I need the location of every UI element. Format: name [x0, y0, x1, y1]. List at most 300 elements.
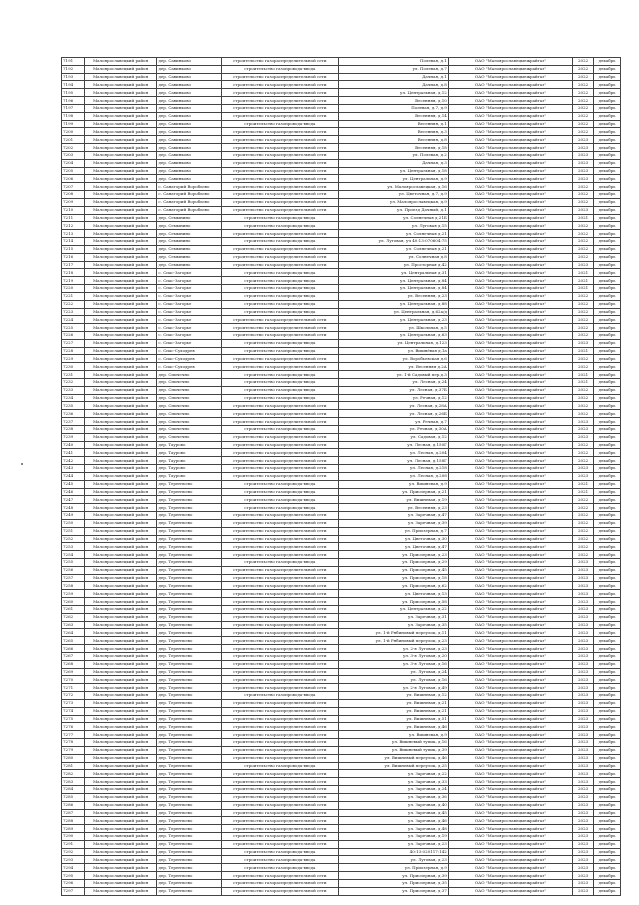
address-cell: Весенняя, д.3 — [338, 128, 448, 136]
address-cell: ул. 1-й Садовый пер.д.3 — [338, 371, 448, 379]
address-cell: ул. Солнечная д.21Б — [338, 214, 448, 222]
work-type-cell: строительство газораспределительной сети — [221, 433, 338, 441]
contractor-cell: ОАО "Малоярославецмежрайгаз" — [448, 496, 572, 504]
work-type-cell: строительство газораспределительной сети — [221, 89, 338, 97]
row-number-cell: 7269 — [62, 668, 85, 676]
work-type-cell: строительство газораспределительной сети — [221, 261, 338, 269]
month-cell: декабрь — [593, 739, 620, 747]
contractor-cell: ОАО "Малоярославецмежрайгаз" — [448, 339, 572, 347]
row-number-cell: 7291 — [62, 840, 85, 848]
row-number-cell: 7255 — [62, 559, 85, 567]
contractor-cell: ОАО "Малоярославецмежрайгаз" — [448, 715, 572, 723]
table-row — [62, 739, 621, 747]
row-number-cell: 7205 — [62, 167, 85, 175]
month-cell: декабрь — [593, 590, 620, 598]
district-cell: Малоярославецкий район — [84, 848, 157, 856]
contractor-cell: ОАО "Малоярославецмежрайгаз" — [448, 355, 572, 363]
year-cell: 2023 — [573, 879, 594, 887]
year-cell: 2022 — [573, 198, 594, 206]
row-number-cell: 7256 — [62, 566, 85, 574]
address-cell: ул. Приозерная, д.58 — [338, 598, 448, 606]
table-row — [62, 723, 621, 731]
table-row — [62, 621, 621, 629]
row-number-cell: 7229 — [62, 355, 85, 363]
locality-cell: дер. Терентьево — [157, 692, 221, 700]
address-cell: ул. Центральная, д.84 — [338, 285, 448, 293]
locality-cell: дер. Спичечно — [157, 425, 221, 433]
year-cell: 2022 — [573, 238, 594, 246]
row-number-cell: 7284 — [62, 786, 85, 794]
row-number-cell: 7277 — [62, 731, 85, 739]
address-cell: ул. Заречная, д.40 — [338, 801, 448, 809]
address-cell: ул. Весенняя д.2А — [338, 363, 448, 371]
address-cell: ул. Вишневая, д.21 — [338, 707, 448, 715]
row-number-cell: 7201 — [62, 136, 85, 144]
month-cell: декабрь — [593, 144, 620, 152]
address-cell: ул. Цветочная, д.13 — [338, 590, 448, 598]
contractor-cell: ОАО "Малоярославецмежрайгаз" — [448, 535, 572, 543]
address-cell: ул. Цветочная, д.30 — [338, 535, 448, 543]
row-number-cell: 7250 — [62, 519, 85, 527]
locality-cell: дер. Терентьево — [157, 652, 221, 660]
locality-cell: дер. Терентьево — [157, 566, 221, 574]
year-cell: 2023 — [573, 668, 594, 676]
month-cell: декабрь — [593, 104, 620, 112]
year-cell: 2023 — [573, 793, 594, 801]
district-cell: Малоярославецкий район — [84, 97, 157, 105]
locality-cell: дер. Терентьево — [157, 825, 221, 833]
work-type-cell: строительство газопровода-ввода — [221, 762, 338, 770]
table-row — [62, 645, 621, 653]
table-row — [62, 175, 621, 183]
address-cell: ул. Центральная, д.62а/д — [338, 308, 448, 316]
address-cell: ул. Солнечная д.8 — [338, 253, 448, 261]
row-number-cell: 7259 — [62, 590, 85, 598]
table-row — [62, 519, 621, 527]
locality-cell: дер. Спичечно — [157, 386, 221, 394]
district-cell: Малоярославецкий район — [84, 504, 157, 512]
address-cell: ул. Заречная, д.19 — [338, 832, 448, 840]
month-cell: декабрь — [593, 136, 620, 144]
year-cell: 2023 — [573, 598, 594, 606]
address-cell: ул. Центральная, д.22 — [338, 605, 448, 613]
table-row — [62, 81, 621, 89]
row-number-cell: 7287 — [62, 809, 85, 817]
locality-cell: дер. Терентьево — [157, 590, 221, 598]
year-cell: 2021 — [573, 277, 594, 285]
address-cell: ул. 2-я Луговая, д.49 — [338, 684, 448, 692]
address-cell: Весенняя, д.8 — [338, 136, 448, 144]
month-cell: декабрь — [593, 637, 620, 645]
contractor-cell: ОАО "Малоярославецмежрайгаз" — [448, 590, 572, 598]
contractor-cell: ОАО "Малоярославецмежрайгаз" — [448, 488, 572, 496]
locality-cell: с. Спас-Загорье — [157, 292, 221, 300]
work-type-cell: строительство газораспределительной сети — [221, 645, 338, 653]
district-cell: Малоярославецкий район — [84, 292, 157, 300]
year-cell: 2022 — [573, 300, 594, 308]
contractor-cell: ОАО "Малоярославецмежрайгаз" — [448, 574, 572, 582]
work-type-cell: строительство газораспределительной сети — [221, 801, 338, 809]
year-cell: 2022 — [573, 519, 594, 527]
table-row — [62, 230, 621, 238]
work-type-cell: строительство газопровода-ввода — [221, 692, 338, 700]
locality-cell: дер. Терентьево — [157, 801, 221, 809]
work-type-cell: строительство газораспределительной сети — [221, 175, 338, 183]
row-number-cell: 7221 — [62, 292, 85, 300]
month-cell: декабрь — [593, 371, 620, 379]
row-number-cell: 7191 — [62, 58, 85, 66]
contractor-cell: ОАО "Малоярославецмежрайгаз" — [448, 402, 572, 410]
row-number-cell: 7275 — [62, 715, 85, 723]
district-cell: Малоярославецкий район — [84, 81, 157, 89]
locality-cell: дер. Терентьево — [157, 754, 221, 762]
month-cell: декабрь — [593, 879, 620, 887]
year-cell: 2023 — [573, 817, 594, 825]
row-number-cell: 7211 — [62, 214, 85, 222]
row-number-cell: 7222 — [62, 300, 85, 308]
district-cell: Малоярославецкий район — [84, 128, 157, 136]
district-cell: Малоярославецкий район — [84, 684, 157, 692]
table-row — [62, 746, 621, 754]
year-cell: 2023 — [573, 770, 594, 778]
table-row — [62, 300, 621, 308]
district-cell: Малоярославецкий район — [84, 402, 157, 410]
year-cell: 2022 — [573, 504, 594, 512]
address-cell: ул. Вишневый тупик, д.39 — [338, 746, 448, 754]
year-cell: 2023 — [573, 715, 594, 723]
contractor-cell: ОАО "Малоярославецмежрайгаз" — [448, 269, 572, 277]
address-cell: ул. Вишневая, д.12 — [338, 692, 448, 700]
district-cell: Малоярославецкий район — [84, 566, 157, 574]
district-cell: Малоярославецкий район — [84, 394, 157, 402]
month-cell: декабрь — [593, 402, 620, 410]
locality-cell: дер. Терентьево — [157, 793, 221, 801]
locality-cell: дер. Терентьево — [157, 582, 221, 590]
table-row — [62, 684, 621, 692]
contractor-cell: ОАО "Малоярославецмежрайгаз" — [448, 371, 572, 379]
locality-cell: дер. Савинково — [157, 65, 221, 73]
row-number-cell: 7193 — [62, 73, 85, 81]
year-cell: 2022 — [573, 73, 594, 81]
address-cell: Весенняя, д.14 — [338, 112, 448, 120]
contractor-cell: ОАО "Малоярославецмежрайгаз" — [448, 566, 572, 574]
work-type-cell: строительство газопровода-ввода — [221, 496, 338, 504]
locality-cell: дер. Терентьево — [157, 676, 221, 684]
month-cell: декабрь — [593, 629, 620, 637]
district-cell: Малоярославецкий район — [84, 637, 157, 645]
year-cell: 2023 — [573, 825, 594, 833]
work-type-cell: строительство газораспределительной сети — [221, 73, 338, 81]
year-cell: 2023 — [573, 167, 594, 175]
work-type-cell: строительство газораспределительной сети — [221, 574, 338, 582]
table-row — [62, 551, 621, 559]
table-row — [62, 97, 621, 105]
district-cell: Малоярославецкий район — [84, 245, 157, 253]
month-cell: декабрь — [593, 238, 620, 246]
address-cell: ул. Солнечная д.21 — [338, 245, 448, 253]
locality-cell: дер. Таурово — [157, 465, 221, 473]
month-cell: декабрь — [593, 285, 620, 293]
row-number-cell: 7213 — [62, 230, 85, 238]
district-cell: Малоярославецкий район — [84, 238, 157, 246]
locality-cell: дер. Терентьево — [157, 739, 221, 747]
row-number-cell: 7241 — [62, 449, 85, 457]
locality-cell: дер. Терентьево — [157, 786, 221, 794]
district-cell: Малоярославецкий район — [84, 809, 157, 817]
work-type-cell: строительство газораспределительной сети — [221, 465, 338, 473]
district-cell: Малоярославецкий район — [84, 386, 157, 394]
table-row — [62, 339, 621, 347]
address-cell: ул. Лесная, д.158Г — [338, 457, 448, 465]
locality-cell: дер. Терентьево — [157, 778, 221, 786]
work-type-cell: строительство газопровода-ввода — [221, 339, 338, 347]
table-row — [62, 183, 621, 191]
address-cell: ул. Садовая, д.12 — [338, 433, 448, 441]
contractor-cell: ОАО "Малоярославецмежрайгаз" — [448, 128, 572, 136]
table-row — [62, 386, 621, 394]
address-cell: ул. Вишневый тупик, д.16 — [338, 739, 448, 747]
year-cell: 2022 — [573, 496, 594, 504]
address-cell: ул. Луговая, д.23 — [338, 856, 448, 864]
address-cell: ул. Речная, д.7 — [338, 418, 448, 426]
locality-cell: дер. Терентьево — [157, 856, 221, 864]
month-cell: декабрь — [593, 183, 620, 191]
locality-cell: дер. Терентьево — [157, 840, 221, 848]
contractor-cell: ОАО "Малоярославецмежрайгаз" — [448, 684, 572, 692]
row-number-cell: 7257 — [62, 574, 85, 582]
work-type-cell: строительство газопровода-ввода — [221, 347, 338, 355]
locality-cell: дер. Савинково — [157, 159, 221, 167]
locality-cell: с. Спас-Загорье — [157, 277, 221, 285]
year-cell: 2022 — [573, 355, 594, 363]
district-cell: Малоярославецкий район — [84, 433, 157, 441]
district-cell: Малоярославецкий район — [84, 331, 157, 339]
locality-cell: дер. Спичечно — [157, 378, 221, 386]
year-cell: 2021 — [573, 269, 594, 277]
work-type-cell: строительство газораспределительной сети — [221, 652, 338, 660]
year-cell: 2023 — [573, 566, 594, 574]
table-row — [62, 731, 621, 739]
row-number-cell: 7293 — [62, 856, 85, 864]
contractor-cell: ОАО "Малоярославецмежрайгаз" — [448, 386, 572, 394]
year-cell: 2023 — [573, 144, 594, 152]
address-cell: ул. Заречная, д.33 — [338, 778, 448, 786]
district-cell: Малоярославецкий район — [84, 512, 157, 520]
month-cell: декабрь — [593, 472, 620, 480]
address-cell: ул. Вишневая, д.19 — [338, 496, 448, 504]
table-row — [62, 629, 621, 637]
table-row — [62, 543, 621, 551]
year-cell: 2023 — [573, 731, 594, 739]
contractor-cell: ОАО "Малоярославецмежрайгаз" — [448, 848, 572, 856]
district-cell: Малоярославецкий район — [84, 817, 157, 825]
work-type-cell: строительство газораспределительной сети — [221, 253, 338, 261]
year-cell: 2023 — [573, 582, 594, 590]
year-cell: 2022 — [573, 441, 594, 449]
work-type-cell: строительство газопровода-ввода — [221, 292, 338, 300]
locality-cell: дер. Спичечно — [157, 402, 221, 410]
locality-cell: дер. Терентьево — [157, 574, 221, 582]
work-type-cell: строительство газопровода-ввода — [221, 214, 338, 222]
month-cell: декабрь — [593, 778, 620, 786]
locality-cell: дер. Терентьево — [157, 637, 221, 645]
row-number-cell: 7245 — [62, 480, 85, 488]
address-cell: ул. Приозерная, д.23 — [338, 551, 448, 559]
district-cell: Малоярославецкий район — [84, 519, 157, 527]
address-cell: ул. Приозерная, д.7 — [338, 527, 448, 535]
locality-cell: дер. Терентьево — [157, 707, 221, 715]
contractor-cell: ОАО "Малоярославецмежрайгаз" — [448, 449, 572, 457]
work-type-cell: строительство газораспределительной сети — [221, 363, 338, 371]
locality-cell: дер. Семынино — [157, 222, 221, 230]
year-cell: 2023 — [573, 864, 594, 872]
contractor-cell: ОАО "Малоярославецмежрайгаз" — [448, 410, 572, 418]
work-type-cell: строительство газораспределительной сети — [221, 778, 338, 786]
locality-cell: дер. Савинково — [157, 128, 221, 136]
contractor-cell: ОАО "Малоярославецмежрайгаз" — [448, 699, 572, 707]
locality-cell: дер. Таурово — [157, 449, 221, 457]
address-cell: ул. Заречная, д.47 — [338, 512, 448, 520]
row-number-cell: 7208 — [62, 191, 85, 199]
month-cell: декабрь — [593, 817, 620, 825]
address-cell: ул. Приозерная, д.45 — [338, 566, 448, 574]
contractor-cell: ОАО "Малоярославецмежрайгаз" — [448, 605, 572, 613]
row-number-cell: 7216 — [62, 253, 85, 261]
address-cell: ул. 2-я Луговая, д.23 — [338, 645, 448, 653]
year-cell: 2023 — [573, 605, 594, 613]
contractor-cell: ОАО "Малоярославецмежрайгаз" — [448, 425, 572, 433]
table-row — [62, 590, 621, 598]
work-type-cell: строительство газораспределительной сети — [221, 684, 338, 692]
address-cell: ул. Луговая д.15 — [338, 222, 448, 230]
month-cell: декабрь — [593, 65, 620, 73]
month-cell: декабрь — [593, 339, 620, 347]
contractor-cell: ОАО "Малоярославецмежрайгаз" — [448, 754, 572, 762]
address-cell: Весенняя, д.18 — [338, 144, 448, 152]
month-cell: декабрь — [593, 457, 620, 465]
address-cell: ул. Центральная, д.18 — [338, 167, 448, 175]
work-type-cell: строительство газораспределительной сети — [221, 637, 338, 645]
address-cell: ул. Заречная, д.31 — [338, 613, 448, 621]
contractor-cell: ОАО "Малоярославецмежрайгаз" — [448, 660, 572, 668]
row-number-cell: 7210 — [62, 206, 85, 214]
table-row — [62, 136, 621, 144]
year-cell: 2023 — [573, 778, 594, 786]
row-number-cell: 7254 — [62, 551, 85, 559]
district-cell: Малоярославецкий район — [84, 559, 157, 567]
year-cell: 2023 — [573, 676, 594, 684]
address-cell: ул. Заречная, д.23 — [338, 840, 448, 848]
work-type-cell: строительство газораспределительной сети — [221, 605, 338, 613]
table-row — [62, 832, 621, 840]
contractor-cell: ОАО "Малоярославецмежрайгаз" — [448, 238, 572, 246]
contractor-cell: ОАО "Малоярославецмежрайгаз" — [448, 472, 572, 480]
contractor-cell: ОАО "Малоярославецмежрайгаз" — [448, 206, 572, 214]
contractor-cell: ОАО "Малоярославецмежрайгаз" — [448, 809, 572, 817]
row-number-cell: 7209 — [62, 198, 85, 206]
contractor-cell: ОАО "Малоярославецмежрайгаз" — [448, 762, 572, 770]
work-type-cell: строительство газораспределительной сети — [221, 566, 338, 574]
address-cell: ул. Цветочная, д.7, д.9 — [338, 191, 448, 199]
address-cell: ул. Лесная, д.24 — [338, 378, 448, 386]
work-type-cell: строительство газораспределительной сети — [221, 81, 338, 89]
year-cell: 2021 — [573, 488, 594, 496]
district-cell: Малоярославецкий район — [84, 449, 157, 457]
table-row — [62, 261, 621, 269]
district-cell: Малоярославецкий район — [84, 144, 157, 152]
year-cell: 2023 — [573, 136, 594, 144]
contractor-cell: ОАО "Малоярославецмежрайгаз" — [448, 527, 572, 535]
contractor-cell: ОАО "Малоярославецмежрайгаз" — [448, 582, 572, 590]
contractor-cell: ОАО "Малоярославецмежрайгаз" — [448, 81, 572, 89]
month-cell: декабрь — [593, 449, 620, 457]
year-cell: 2021 — [573, 214, 594, 222]
month-cell: декабрь — [593, 363, 620, 371]
month-cell: декабрь — [593, 222, 620, 230]
locality-cell: дер. Таурово — [157, 441, 221, 449]
locality-cell: дер. Терентьево — [157, 699, 221, 707]
year-cell: 2022 — [573, 402, 594, 410]
table-row — [62, 198, 621, 206]
month-cell: декабрь — [593, 566, 620, 574]
month-cell: декабрь — [593, 206, 620, 214]
table-row — [62, 872, 621, 880]
district-cell: Малоярославецкий район — [84, 645, 157, 653]
locality-cell: дер. Терентьево — [157, 723, 221, 731]
table-row — [62, 559, 621, 567]
month-cell: декабрь — [593, 308, 620, 316]
work-type-cell: строительство газораспределительной сети — [221, 183, 338, 191]
table-row — [62, 574, 621, 582]
contractor-cell: ОАО "Малоярославецмежрайгаз" — [448, 308, 572, 316]
contractor-cell: ОАО "Малоярославецмежрайгаз" — [448, 347, 572, 355]
work-type-cell: строительство газораспределительной сети — [221, 512, 338, 520]
work-type-cell: строительство газораспределительной сети — [221, 472, 338, 480]
address-cell: ул. Вишнёвая д.1а — [338, 347, 448, 355]
row-number-cell: 7202 — [62, 144, 85, 152]
month-cell: декабрь — [593, 120, 620, 128]
month-cell: декабрь — [593, 621, 620, 629]
row-number-cell: 7204 — [62, 159, 85, 167]
table-row — [62, 120, 621, 128]
table-row — [62, 308, 621, 316]
work-type-cell: строительство газораспределительной сети — [221, 128, 338, 136]
work-type-cell: строительство газораспределительной сети — [221, 245, 338, 253]
year-cell: 2023 — [573, 739, 594, 747]
table-row — [62, 144, 621, 152]
locality-cell: дер. Савинково — [157, 89, 221, 97]
address-cell: ул. Вишневая, д.51 — [338, 715, 448, 723]
year-cell: 2021 — [573, 480, 594, 488]
district-cell: Малоярославецкий район — [84, 89, 157, 97]
year-cell: 2022 — [573, 331, 594, 339]
address-cell: ул. Заречная, д.48 — [338, 825, 448, 833]
month-cell: декабрь — [593, 692, 620, 700]
locality-cell: с. Санаторий Воробьево — [157, 206, 221, 214]
table-row — [62, 355, 621, 363]
month-cell: декабрь — [593, 786, 620, 794]
row-number-cell: 7290 — [62, 832, 85, 840]
work-type-cell: строительство газораспределительной сети — [221, 418, 338, 426]
year-cell: 2023 — [573, 261, 594, 269]
month-cell: декабрь — [593, 191, 620, 199]
work-type-cell: строительство газопровода-ввода — [221, 425, 338, 433]
year-cell: 2022 — [573, 449, 594, 457]
row-number-cell: 7297 — [62, 887, 85, 895]
row-number-cell: 7228 — [62, 347, 85, 355]
address-cell: ул. Лесная, д.208 — [338, 472, 448, 480]
district-cell: Малоярославецкий район — [84, 253, 157, 261]
